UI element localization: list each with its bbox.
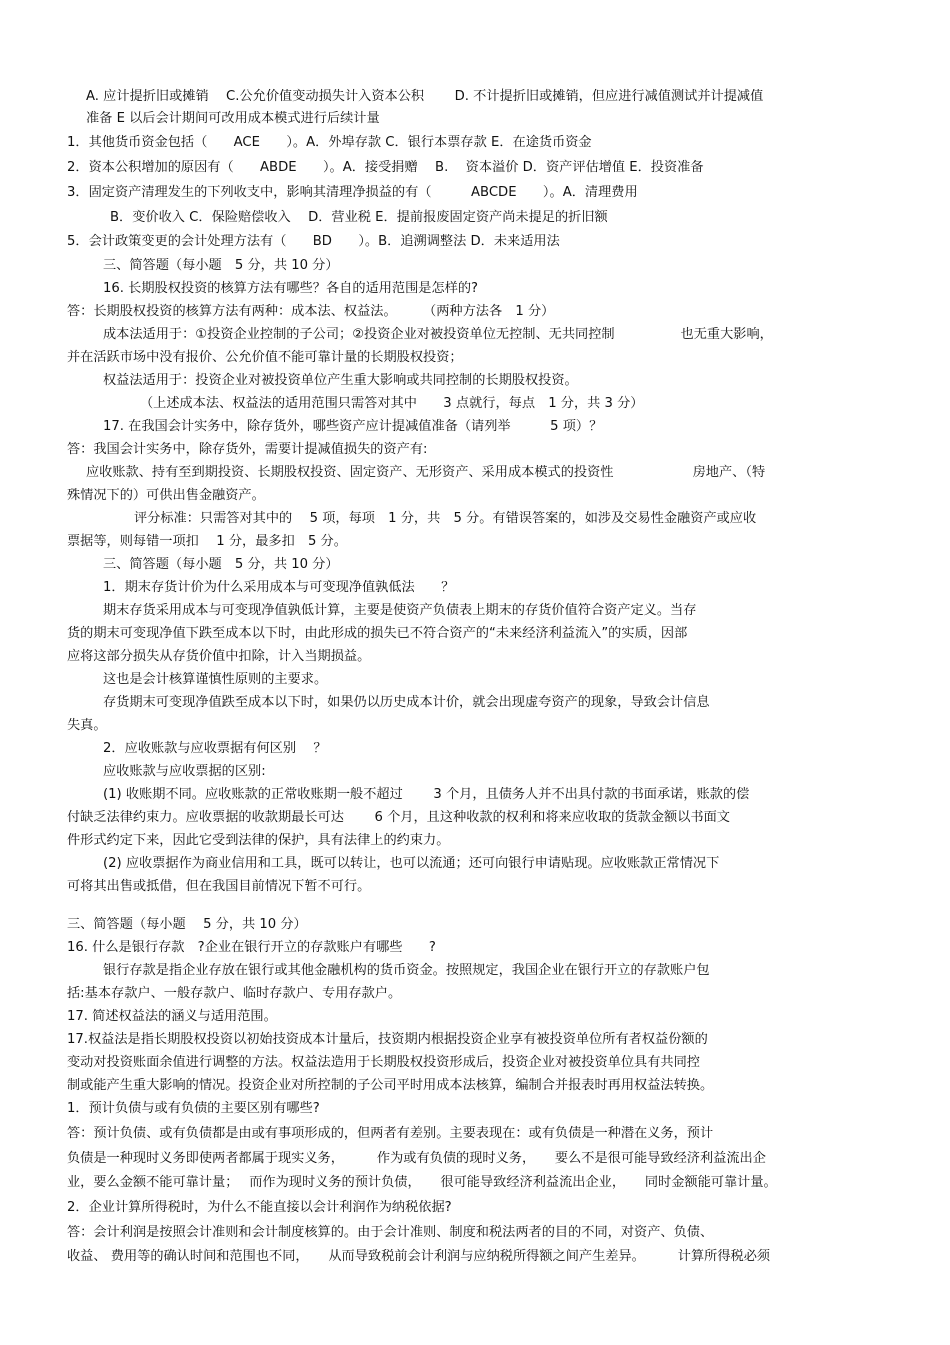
text-line: 答：会计利润是按照会计准则和会计制度核算的。由于会计准则、制度和税法两者的目的不同，对资产、负债、 <box>67 1225 714 1240</box>
text-line: 付缺乏法律约束力。应收票据的收款期最长可达 6 个月，且这种收款的权利和将来应收取的货款金额以书面文 <box>67 810 730 825</box>
text-line: 银行存款是指企业存放在银行或其他金融机构的货币资金。按照规定，我国企业在银行开立的存款账户包 <box>103 963 710 978</box>
text-line: 成本法适用于：①投资企业控制的子公司；②投资企业对被投资单位无控制、无共同控制 也无重大影响， <box>103 327 773 342</box>
text-line: A. 应计提折旧或摊销 C.公允价值变动损失计入资本公积 D. 不计提折旧或摊销，但应进行减值测试并计提减值 <box>86 89 764 104</box>
question-title: 2．企业计算所得税时，为什么不能直接以会计利润作为纳税依据? <box>67 1200 452 1215</box>
text-line: (2) 应收票据作为商业信用和工具，既可以转让，也可以流通；还可向银行申请贴现。应收账款正常情况下 <box>103 856 720 871</box>
text-line: 制或能产生重大影响的情况。投资企业对所控制的子公司平时用成本法核算，编制合并报表时再用权益法转换。 <box>67 1078 714 1093</box>
text-line: 1．其他货币资金包括（ ACE ）。A．外埠存款 C．银行本票存款 E．在途货币资金 <box>67 135 592 150</box>
text-line: 可将其出售或抵借，但在我国目前情况下暂不可行。 <box>67 879 371 894</box>
text-line: 3．固定资产清理发生的下列收支中，影响其清理净损益的有（ ABCDE ）。A．清理费用 <box>67 185 638 200</box>
section-heading: 三、简答题（每小题 5 分，共 10 分） <box>67 917 307 932</box>
text-line: 负债是一种现时义务即使两者都属于现实义务， 作为或有负债的现时义务， 要么不是很可能导致经济利益流出企 <box>67 1151 766 1166</box>
text-line: 评分标准：只需答对其中的 5 项，每项 1 分，共 5 分。有错误答案的，如涉及交易性金融资产或应收 <box>134 511 757 526</box>
section-heading: 三、简答题（每小题 5 分，共 10 分） <box>103 258 339 273</box>
text-line: 权益法适用于：投资企业对被投资单位产生重大影响或共同控制的长期股权投资。 <box>103 373 578 388</box>
question-title: 17. 在我国会计实务中，除存货外，哪些资产应计提减值准备（请列举 5 项）？ <box>103 419 603 434</box>
text-line: B．变价收入 C．保险赔偿收入 D．营业税 E．提前报废固定资产尚未提足的折旧额 <box>110 210 608 225</box>
text-line: 答：长期股权投资的核算方法有两种：成本法、权益法。 （两种方法各 1 分） <box>67 304 555 319</box>
text-line: 17.权益法是指长期股权投资以初始技资成本计量后，技资期内根据投资企业享有被投资单位所有者权益份额的 <box>67 1032 708 1047</box>
section-heading: 三、简答题（每小题 5 分，共 10 分） <box>103 557 339 572</box>
text-line: 应将这部分损失从存货价值中扣除，计入当期损益。 <box>67 649 371 664</box>
text-line: 准备 E 以后会计期间可改用成本模式进行后续计量 <box>86 111 380 126</box>
question-title: 16. 什么是银行存款 ?企业在银行开立的存款账户有哪些 ? <box>67 940 436 955</box>
text-line: 货的期末可变现净值下跌至成本以下时，由此形成的损失已不符合资产的“未来经济利益流入”的实质，因部 <box>67 626 688 641</box>
text-line: 答：预计负债、或有负债都是由或有事项形成的，但两者有差别。主要表现在：或有负债是一种潜在义务，预计 <box>67 1126 714 1141</box>
text-line: 件形式约定下来，因此它受到法律的保护，具有法律上的约束力。 <box>67 833 450 848</box>
text-line: 5．会计政策变更的会计处理方法有（ BD ）。B．追溯调整法 D．未来适用法 <box>67 234 560 249</box>
text-line: 并在活跃市场中没有报价、公允价值不能可靠计量的长期股权投资； <box>67 350 463 365</box>
text-line: 括:基本存款户、一般存款户、临时存款户、专用存款户。 <box>67 986 402 1001</box>
text-line: （上述成本法、权益法的适用范围只需答对其中 3 点就行，每点 1 分，共 3 分） <box>140 396 644 411</box>
question-title: 17. 简述权益法的涵义与适用范围。 <box>67 1009 277 1024</box>
text-line: (1) 收账期不同。应收账款的正常收账期一般不超过 3 个月，且债务人并不出具付款的书面承诺，账款的偿 <box>103 787 750 802</box>
text-line: 殊情况下的）可供出售金融资产。 <box>67 488 265 503</box>
text-line: 期末存货采用成本与可变现净值孰低计算，主要是使资产负债表上期末的存货价值符合资产定义。当存 <box>103 603 697 618</box>
text-line: 存货期末可变现净值跌至成本以下时，如果仍以历史成本计价，就会出现虚夸资产的现象，导致会计信息 <box>103 695 710 710</box>
text-line: 变动对投资账面余值进行调整的方法。权益法造用于长期股权投资形成后，投资企业对被投资单位具有共同控 <box>67 1055 700 1070</box>
text-line: 应收账款、持有至到期投资、长期股权投资、固定资产、无形资产、采用成本模式的投资性 房地产、（特 <box>86 465 766 480</box>
text-line: 这也是会计核算谨慎性原则的主要求。 <box>103 672 328 687</box>
text-line: 失真。 <box>67 718 107 733</box>
text-line: 2．资本公积增加的原因有（ ABDE ）。A．接受捐赠 B. 资本溢价 D．资产评估增值 E．投资准备 <box>67 160 704 175</box>
question-title: 1．预计负债与或有负债的主要区别有哪些? <box>67 1101 320 1116</box>
text-line: 业，要么金额不能可靠计量； 而作为现时义务的预计负债， 很可能导致经济利益流出企业， 同时金额能可靠计量。 <box>67 1175 777 1190</box>
text-line: 票据等，则每错一项扣 1 分，最多扣 5 分。 <box>67 534 347 549</box>
question-title: 2．应收账款与应收票据有何区别 ？ <box>103 741 327 756</box>
text-line: 收益、 费用等的确认时间和范围也不同， 从而导致税前会计利润与应纳税所得额之间产生差异。 计算所得税必须 <box>67 1249 771 1264</box>
question-title: 1．期末存货计价为什么采用成本与可变现净值孰低法 ？ <box>103 580 455 595</box>
question-title: 16. 长期股权投资的核算方法有哪些？各自的适用范围是怎样的? <box>103 281 479 296</box>
text-line: 应收账款与应收票据的区别: <box>103 764 266 779</box>
text-line: 答：我国会计实务中，除存货外，需要计提减值损失的资产有: <box>67 442 428 457</box>
